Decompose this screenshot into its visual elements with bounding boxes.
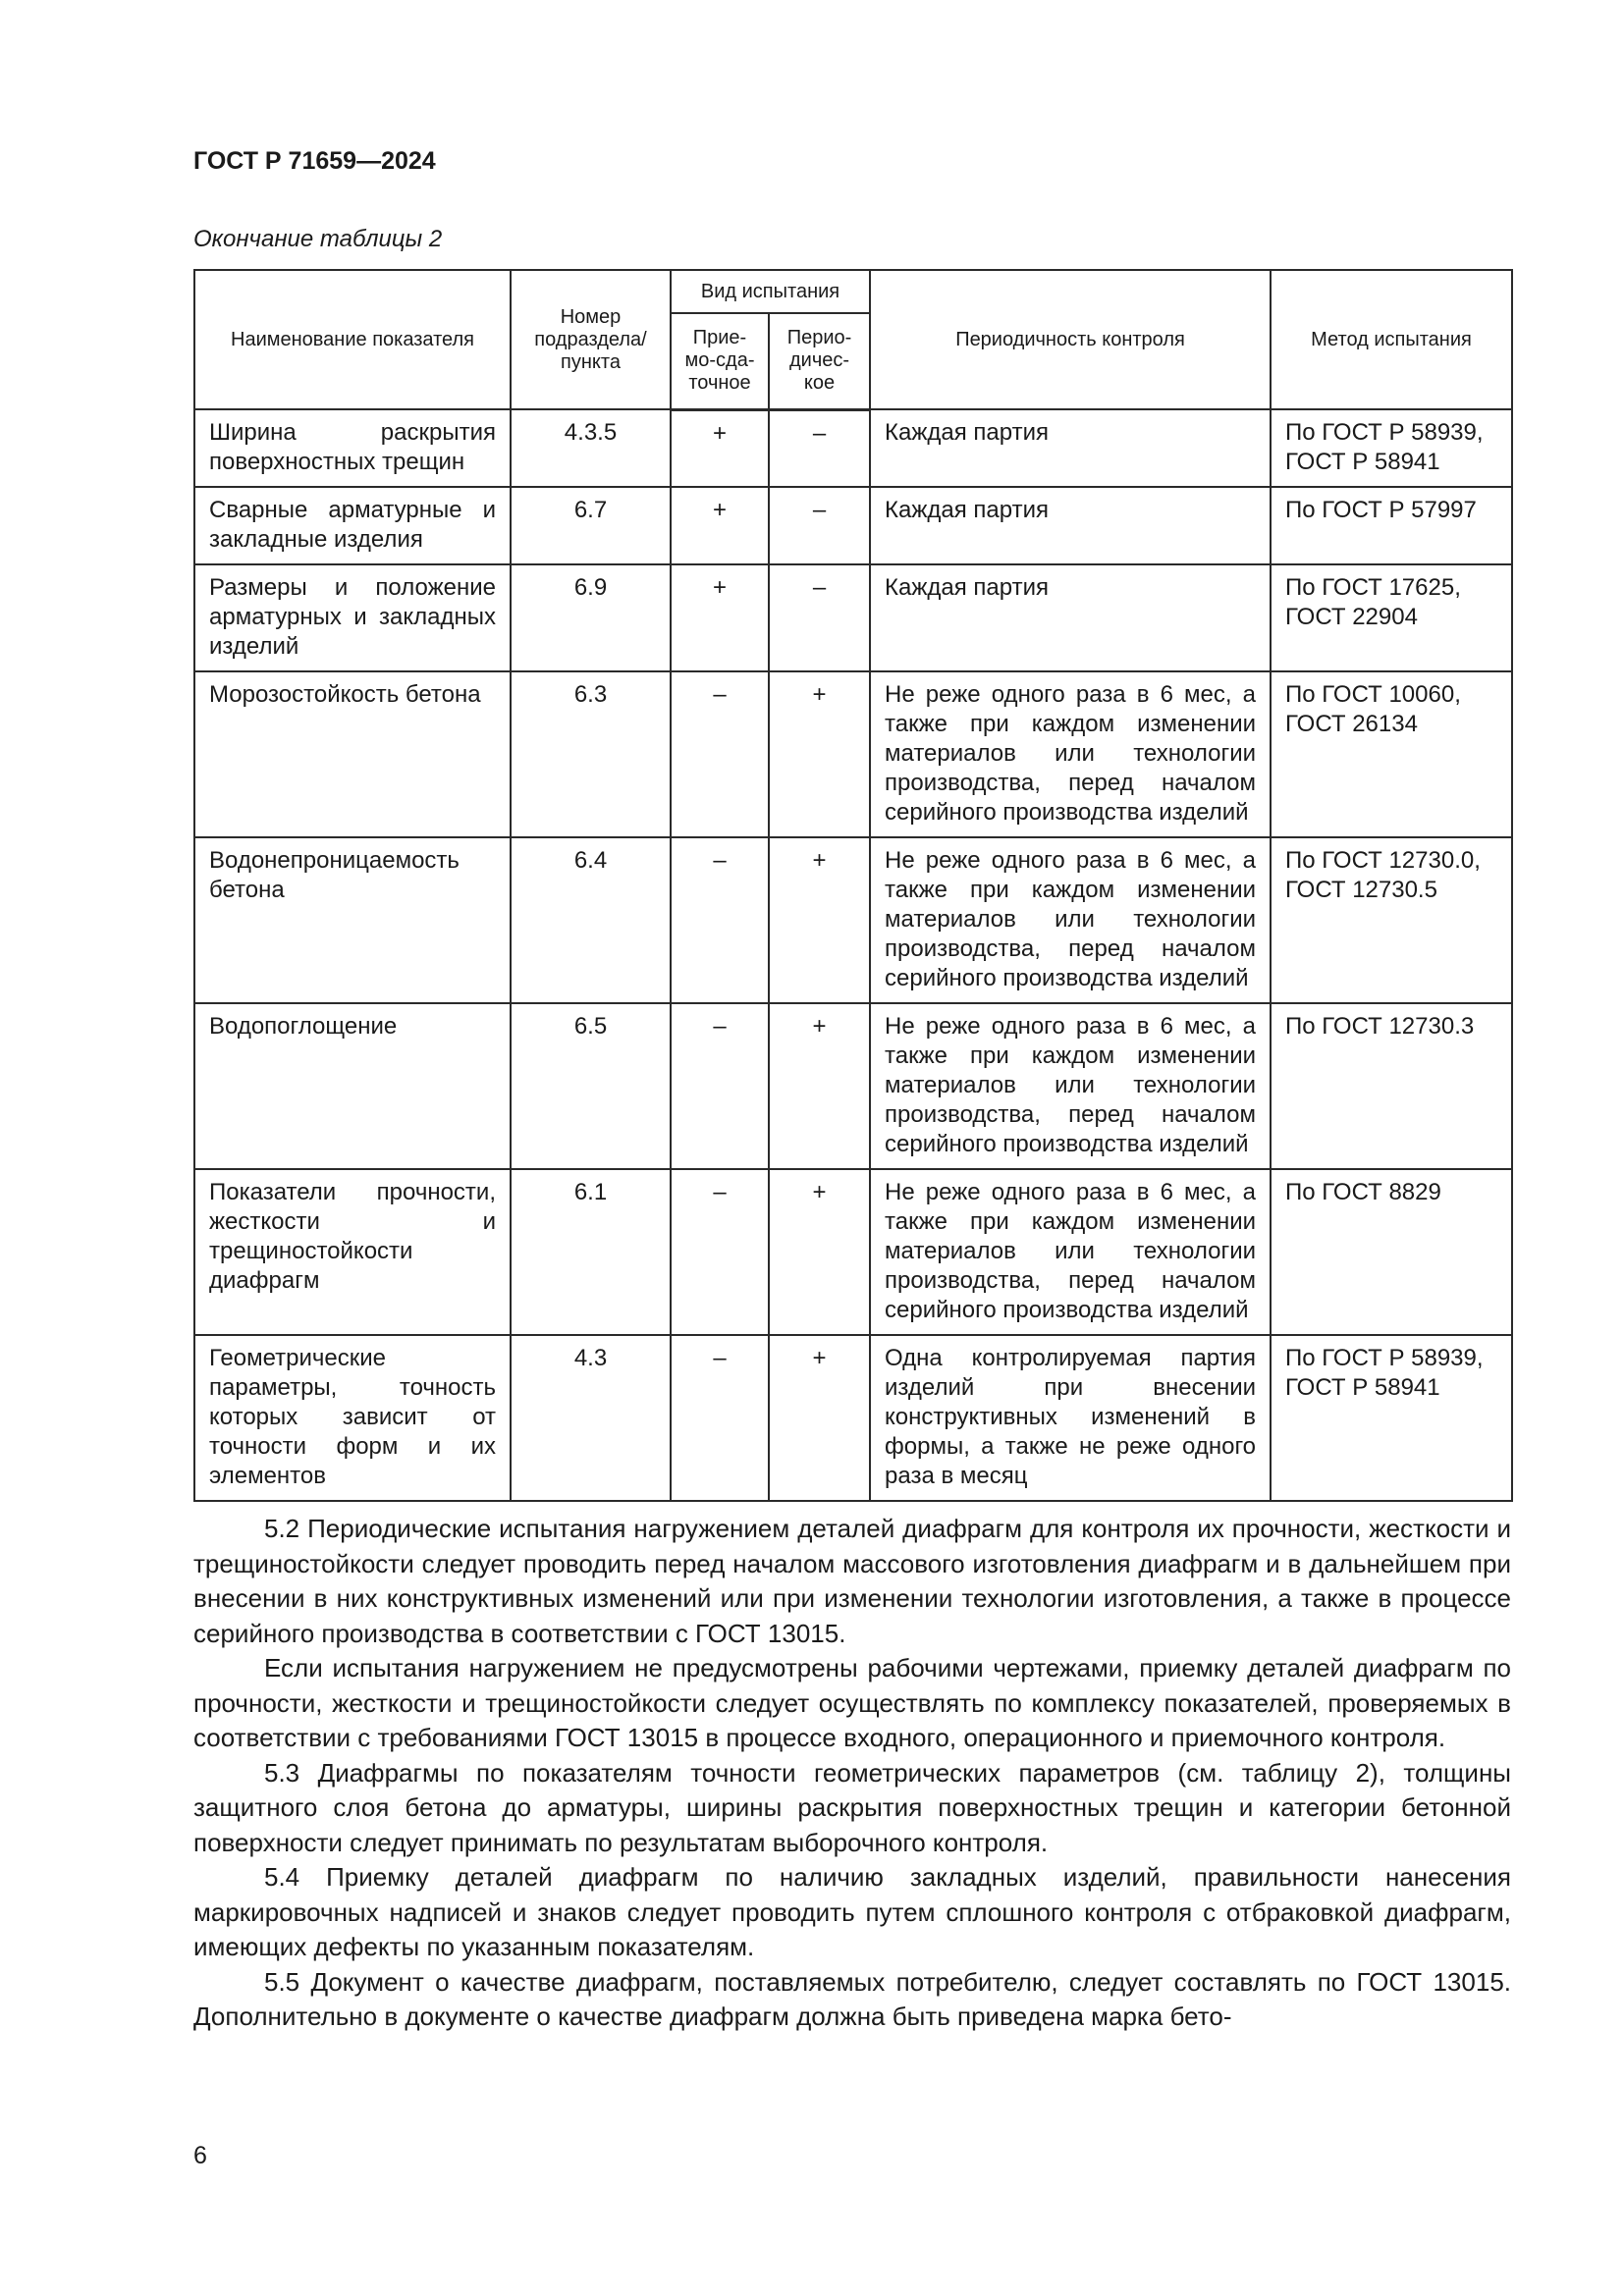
- cell-method: По ГОСТ 17625, ГОСТ 22904: [1271, 564, 1512, 671]
- control-table: [193, 269, 1513, 1502]
- cell-name: Сварные арматурные и закладные изделия: [194, 487, 511, 564]
- cell-name: Ширина раскрытия поверхностных трещин: [194, 409, 511, 487]
- cell-name: Показатели прочности, жесткости и трещиностойкости диафрагм: [194, 1169, 511, 1335]
- cell-acceptance: –: [671, 1335, 769, 1501]
- cell-acceptance: +: [671, 409, 769, 487]
- paragraph-5-4: 5.4 Приемку деталей диафрагм по наличию закладных изделий, правильности нанесения маркировочных надписей и знаков следует проводить путем сплошного контроля с отбраковкой диафрагм, имеющих дефекты по указанным показателям.: [193, 1862, 1511, 1961]
- cell-acceptance: –: [671, 1003, 769, 1169]
- cell-name: Размеры и положение арматурных и закладных изделий: [194, 564, 511, 671]
- table-row: [194, 1169, 1512, 1335]
- cell-periodic: –: [769, 409, 870, 487]
- table-row: [194, 1003, 1512, 1169]
- header-name: Наименование показателя: [194, 270, 511, 409]
- cell-periodic: +: [769, 837, 870, 1003]
- cell-number: 6.7: [511, 487, 671, 564]
- cell-periodicity: Каждая партия: [870, 564, 1271, 671]
- cell-number: 6.4: [511, 837, 671, 1003]
- cell-periodicity: Не реже одного раза в 6 мес, а также при каждом изменении материалов или технологии производства, перед началом серийного производства изделий: [870, 1003, 1271, 1169]
- paragraph-5-2-continued: Если испытания нагружением не предусмотрены рабочими чертежами, приемку деталей диафрагм по прочности, жесткости и трещиностойкости следует осуществлять по комплексу показателей, проверяемых в соответствии с требованиями ГОСТ 13015 в процессе входного, операционного и приемочного контроля.: [193, 1653, 1511, 1752]
- cell-name: Водопоглощение: [194, 1003, 511, 1169]
- cell-number: 6.9: [511, 564, 671, 671]
- table-row: [194, 409, 1512, 487]
- cell-number: 4.3: [511, 1335, 671, 1501]
- cell-periodicity: Не реже одного раза в 6 мес, а также при каждом изменении материалов или технологии производства, перед началом серийного производства изделий: [870, 671, 1271, 837]
- header-number: Номер подраздела/ пункта: [511, 270, 671, 409]
- cell-method: По ГОСТ 12730.3: [1271, 1003, 1512, 1169]
- document-code: ГОСТ Р 71659—2024: [193, 147, 436, 175]
- cell-periodic: +: [769, 1003, 870, 1169]
- cell-name: Морозостойкость бетона: [194, 671, 511, 837]
- cell-acceptance: –: [671, 671, 769, 837]
- header-periodicity: Периодичность контроля: [870, 270, 1271, 409]
- cell-periodic: –: [769, 564, 870, 671]
- cell-periodicity: Каждая партия: [870, 487, 1271, 564]
- cell-method: По ГОСТ 10060, ГОСТ 26134: [1271, 671, 1512, 837]
- cell-periodicity: Не реже одного раза в 6 мес, а также при каждом изменении материалов или технологии производства, перед началом серийного производства изделий: [870, 837, 1271, 1003]
- cell-periodic: –: [769, 487, 870, 564]
- cell-periodic: +: [769, 671, 870, 837]
- cell-acceptance: –: [671, 837, 769, 1003]
- cell-number: 4.3.5: [511, 409, 671, 487]
- header-test-type: Вид испытания: [671, 270, 870, 313]
- header-periodic: Перио- дичес- кое: [769, 313, 870, 409]
- paragraph-5-5: 5.5 Документ о качестве диафрагм, поставляемых потребителю, следует составлять по ГОСТ 13015. Дополнительно в документе о качестве диафрагм должна быть приведена марка бето-: [193, 1966, 1511, 2031]
- cell-name: Геометрические параметры, точность которых зависит от точности форм и их элементов: [194, 1335, 511, 1501]
- cell-method: По ГОСТ Р 58939, ГОСТ Р 58941: [1271, 409, 1512, 487]
- header-acceptance: Прие- мо-сда- точное: [671, 313, 769, 409]
- table-row: [194, 487, 1512, 564]
- cell-periodicity: Каждая партия: [870, 409, 1271, 487]
- cell-acceptance: +: [671, 564, 769, 671]
- cell-periodic: +: [769, 1169, 870, 1335]
- cell-acceptance: –: [671, 1169, 769, 1335]
- body-text: [193, 1512, 1511, 2035]
- cell-periodicity: Одна контролируемая партия изделий при внесении конструктивных изменений в формы, а также не реже одного раза в месяц: [870, 1335, 1271, 1501]
- table-caption: Окончание таблицы 2: [193, 226, 443, 252]
- table-row: [194, 564, 1512, 671]
- cell-method: По ГОСТ 12730.0, ГОСТ 12730.5: [1271, 837, 1512, 1003]
- cell-number: 6.3: [511, 671, 671, 837]
- table-row: [194, 671, 1512, 837]
- cell-name: Водонепроницаемость бетона: [194, 837, 511, 1003]
- cell-method: По ГОСТ Р 57997: [1271, 487, 1512, 564]
- table-row: [194, 1335, 1512, 1501]
- cell-method: По ГОСТ Р 58939, ГОСТ Р 58941: [1271, 1335, 1512, 1501]
- cell-method: По ГОСТ 8829: [1271, 1169, 1512, 1335]
- paragraph-5-2: 5.2 Периодические испытания нагружением деталей диафрагм для контроля их прочности, жесткости и трещиностойкости следует проводить перед началом массового изготовления диафрагм и в дальнейшем при внесении в них конструктивных изменений или при изменении технологии изготовления, а также в процессе серийного производства в соответствии с ГОСТ 13015.: [193, 1514, 1511, 1648]
- header-method: Метод испытания: [1271, 270, 1512, 409]
- cell-periodicity: Не реже одного раза в 6 мес, а также при каждом изменении материалов или технологии производства, перед началом серийного производства изделий: [870, 1169, 1271, 1335]
- page-number: 6: [193, 2142, 207, 2169]
- cell-number: 6.1: [511, 1169, 671, 1335]
- paragraph-5-3: 5.3 Диафрагмы по показателям точности геометрических параметров (см. таблицу 2), толщины защитного слоя бетона до арматуры, ширины раскрытия поверхностных трещин и категории бетонной поверхности следует принимать по результатам выборочного контроля.: [193, 1757, 1511, 1857]
- cell-periodic: +: [769, 1335, 870, 1501]
- table-row: [194, 837, 1512, 1003]
- cell-acceptance: +: [671, 487, 769, 564]
- cell-number: 6.5: [511, 1003, 671, 1169]
